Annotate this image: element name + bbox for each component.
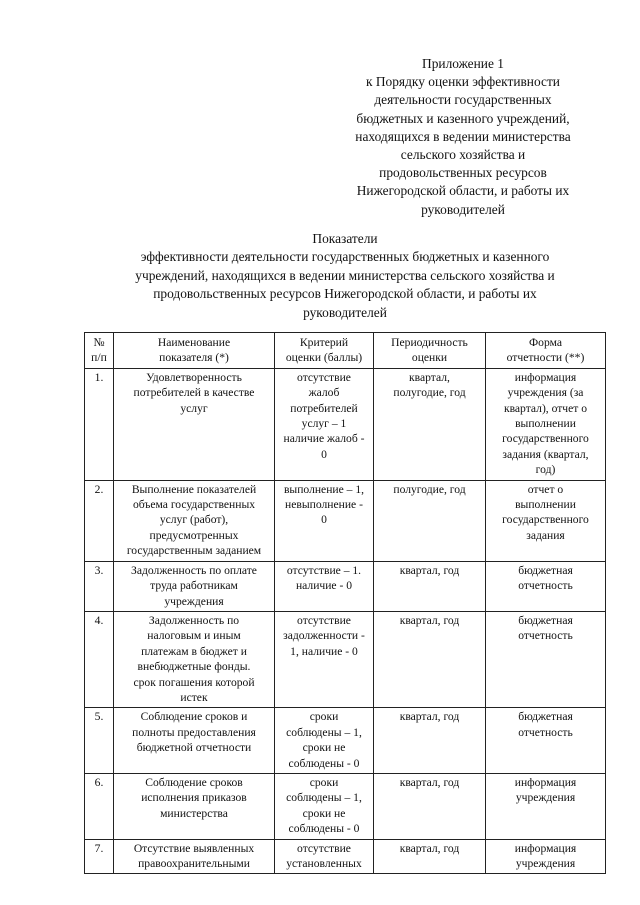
- row-name: Удовлетворенность потребителей в качестве услуг: [114, 368, 275, 480]
- header-form: Форма отчетности (**): [486, 333, 606, 369]
- appendix-line: Нижегородской области, и работы их: [356, 183, 570, 199]
- table-row: [85, 708, 606, 774]
- row-criterion: отсутствие задолженности - 1, наличие - 0: [275, 611, 374, 707]
- row-name: Выполнение показателей объема государственных услуг (работ), предусмотренных государственным заданием: [114, 480, 275, 561]
- row-criterion: выполнение – 1, невыполнение - 0: [275, 480, 374, 561]
- row-name: Соблюдение сроков и полноты предоставления бюджетной отчетности: [114, 708, 275, 774]
- appendix-line: деятельности государственных: [374, 92, 552, 108]
- appendix-line: Приложение 1: [422, 56, 504, 71]
- row-num: 5.: [85, 708, 114, 774]
- row-num: 7.: [85, 839, 114, 873]
- row-criterion: отсутствие – 1. наличие - 0: [275, 561, 374, 611]
- table-row: [85, 561, 606, 611]
- row-num: 6.: [85, 773, 114, 839]
- appendix-line: к Порядку оценки эффективности: [366, 74, 560, 90]
- title-line: руководителей: [303, 304, 387, 320]
- row-form: бюджетная отчетность: [486, 561, 606, 611]
- row-criterion: отсутствие жалоб потребителей услуг – 1 наличие жалоб - 0: [275, 368, 374, 480]
- appendix-line: бюджетных и казенного учреждений,: [356, 110, 570, 126]
- appendix-line: сельского хозяйства и: [400, 147, 526, 163]
- row-period: квартал, год: [374, 611, 486, 707]
- row-criterion: отсутствие установленных: [286, 841, 362, 870]
- row-period: полугодие, год: [374, 480, 486, 561]
- header-criterion: Критерий оценки (баллы): [275, 333, 374, 369]
- row-period-cell: [374, 839, 486, 873]
- appendix-line: находящихся в ведении министерства: [355, 128, 571, 144]
- table-row: [85, 611, 606, 707]
- row-name: Задолженность по налоговым и иным платежам в бюджет и внебюджетные фонды. срок погашения которой истек: [114, 611, 275, 707]
- row-period: квартал, полугодие, год: [374, 368, 486, 480]
- row-name: Задолженность по оплате труда работникам учреждения: [114, 561, 275, 611]
- row-num: 3.: [85, 561, 114, 611]
- row-num: 1.: [85, 368, 114, 480]
- row-form: информация учреждения: [514, 841, 577, 870]
- table-header-row: [85, 333, 606, 369]
- row-criterion: сроки соблюдены – 1, сроки не соблюдены - 0: [275, 773, 374, 839]
- appendix-line: руководителей: [421, 201, 505, 217]
- title-line: Показатели: [312, 231, 378, 246]
- row-period: квартал, год: [374, 773, 486, 839]
- indicators-table: [84, 332, 606, 874]
- row-num: 4.: [85, 611, 114, 707]
- table-row: [85, 773, 606, 839]
- row-form: бюджетная отчетность: [486, 708, 606, 774]
- document-title: [60, 230, 630, 322]
- title-line: учреждений, находящихся в ведении министерства сельского хозяйства и: [135, 267, 555, 283]
- appendix-line: продовольственных ресурсов: [379, 165, 547, 181]
- row-period: квартал, год: [374, 561, 486, 611]
- title-line: эффективности деятельности государственных бюджетных и казенного: [140, 249, 550, 265]
- row-name: Отсутствие выявленных правоохранительными: [133, 841, 255, 870]
- row-name: Соблюдение сроков исполнения приказов министерства: [114, 773, 275, 839]
- row-num: 2.: [85, 480, 114, 561]
- header-period: Периодичность оценки: [374, 333, 486, 369]
- row-form: информация учреждения (за квартал), отчет о выполнении государственного задания (квартал, год): [486, 368, 606, 480]
- row-name-cell: [114, 839, 275, 873]
- appendix-header: [318, 55, 608, 219]
- row-form-cell: [486, 839, 606, 873]
- row-period: квартал, год: [374, 708, 486, 774]
- row-form: информация учреждения: [486, 773, 606, 839]
- header-name: Наименование показателя (*): [114, 333, 275, 369]
- row-criterion-cell: [275, 839, 374, 873]
- title-line: продовольственных ресурсов Нижегородской области, и работы их: [153, 286, 537, 302]
- row-criterion: сроки соблюдены – 1, сроки не соблюдены - 0: [275, 708, 374, 774]
- header-num: № п/п: [85, 333, 114, 369]
- row-form: бюджетная отчетность: [486, 611, 606, 707]
- table-row: [85, 480, 606, 561]
- row-period: квартал, год: [399, 841, 460, 855]
- table-row: [85, 368, 606, 480]
- table-row: [85, 839, 606, 873]
- row-form: отчет о выполнении государственного задания: [486, 480, 606, 561]
